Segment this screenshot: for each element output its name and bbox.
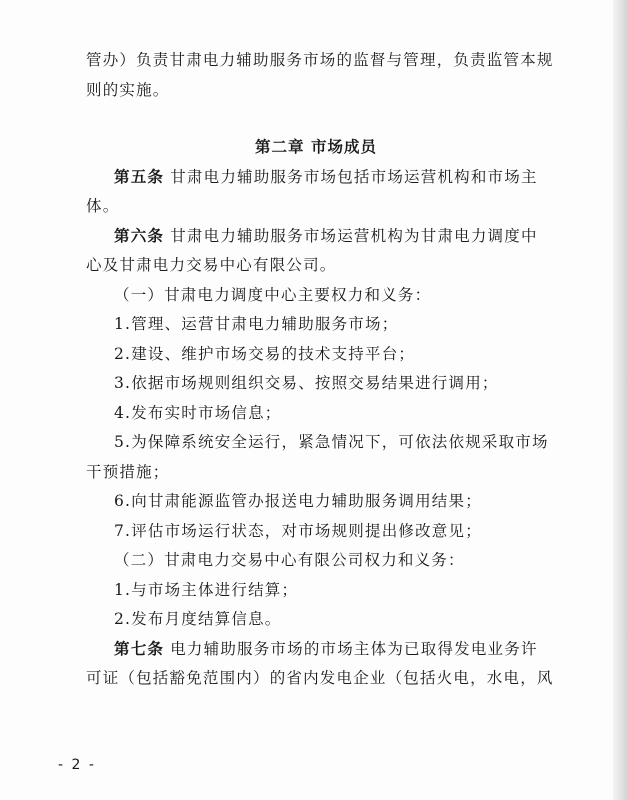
article-6 xyxy=(86,222,546,252)
list-item: 1.与市场主体进行结算； xyxy=(114,580,299,599)
scan-edge xyxy=(613,0,627,800)
article-label: 第五条 xyxy=(114,167,165,186)
article-5 xyxy=(86,163,546,193)
list-item: 6.向甘肃能源监管办报送电力辅助服务调用结果； xyxy=(114,492,482,510)
article-text: 甘肃电力辅助服务市场包括市场运营机构和市场主 xyxy=(164,167,538,186)
section-2-title: （二）甘肃电力交易中心有限公司权力和义务： xyxy=(114,551,465,569)
list-item: 2.发布月度结算信息。 xyxy=(114,610,282,628)
list-item-continuation: 干预措施； xyxy=(86,462,170,481)
article-label: 第七条 xyxy=(114,639,165,658)
article-7 xyxy=(86,635,546,665)
article-6-continuation: 心及甘肃电力交易中心有限公司。 xyxy=(86,256,337,274)
article-text: 甘肃电力辅助服务市场运营机构为甘肃电力调度中 xyxy=(164,226,538,245)
article-7-continuation: 可证（包括豁免范围内）的省内发电企业（包括火电，水电，风 xyxy=(86,669,554,687)
intro-line: 则的实施。 xyxy=(86,80,170,99)
list-item: 1.管理、运营甘肃电力辅助服务市场； xyxy=(114,315,399,333)
list-item: 3.依据市场规则组织交易、按照交易结果进行调用； xyxy=(114,374,499,392)
intro-line: 管办）负责甘肃电力辅助服务市场的监督与管理，负责监管本规 xyxy=(86,51,554,69)
list-item: 7.评估市场运行状态，对市场规则提出修改意见； xyxy=(114,521,482,540)
section-1-title: （一）甘肃电力调度中心主要权力和义务： xyxy=(114,285,432,304)
page-number: - 2 - xyxy=(58,757,96,773)
article-5-continuation: 体。 xyxy=(86,197,120,215)
document-body xyxy=(86,46,554,694)
article-text: 电力辅助服务市场的市场主体为已取得发电业务许 xyxy=(164,639,538,658)
list-item: 5.为保障系统安全运行，紧急情况下，可依法依规采取市场 xyxy=(114,433,549,451)
list-item: 2.建设、维护市场交易的技术支持平台； xyxy=(114,344,416,363)
chapter-heading: 第二章 市场成员 xyxy=(255,138,377,156)
list-item: 4.发布实时市场信息； xyxy=(114,403,282,422)
article-label: 第六条 xyxy=(114,226,165,245)
